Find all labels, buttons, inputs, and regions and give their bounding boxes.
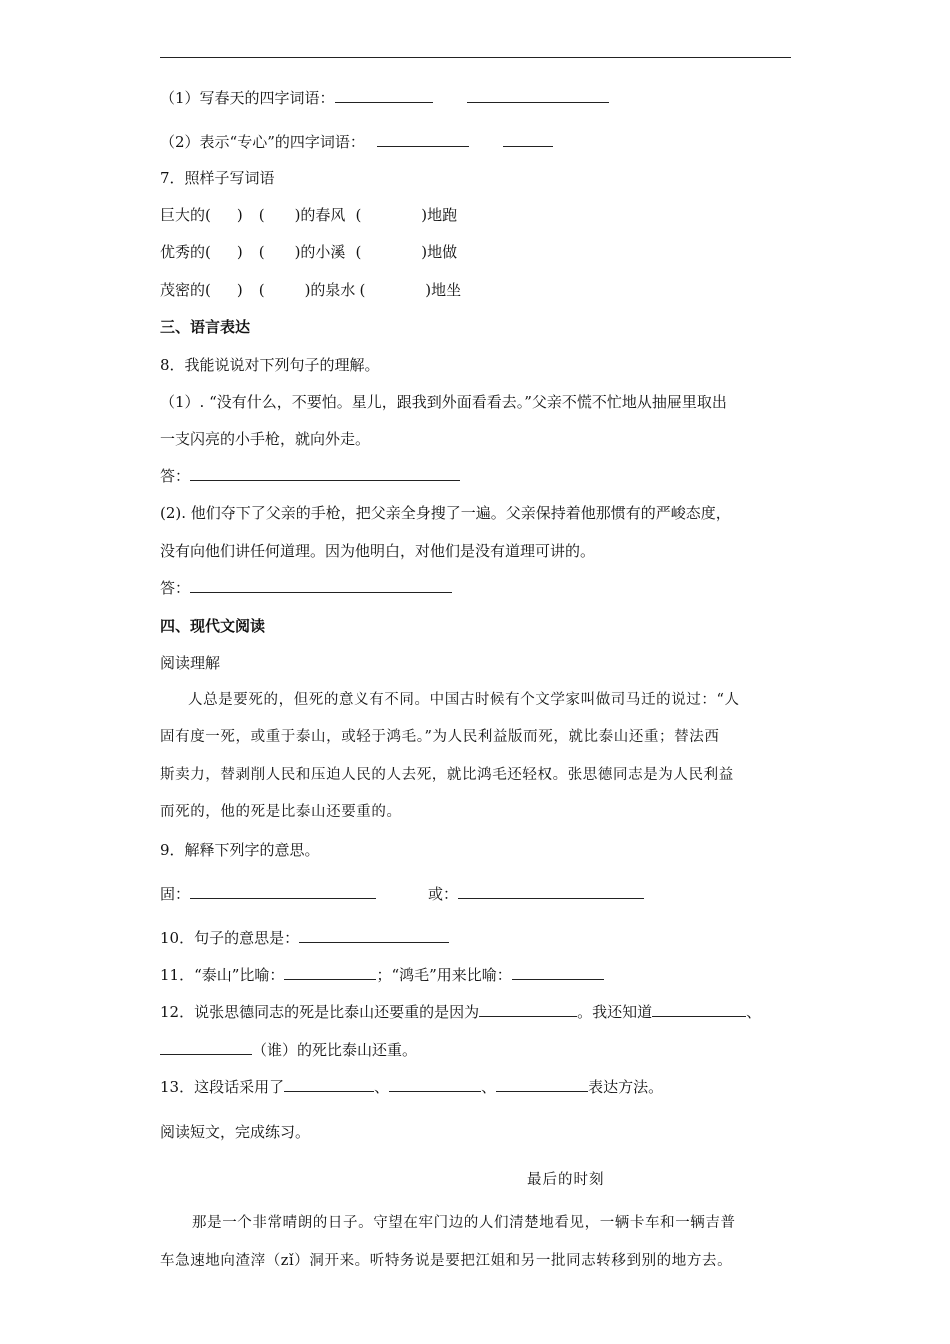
q6-sub1-text: （1）写春天的四字词语： [160, 89, 335, 107]
q8-p1-line1: （1）. “没有什么，不要怕。星儿，跟我到外面看看去。”父亲不慌不忙地从抽屉里取出 [160, 393, 727, 411]
reading2-title: 最后的时刻 [527, 1172, 605, 1188]
q7-row1-f: )地跑 [421, 206, 458, 224]
q11-a-blank[interactable] [284, 965, 376, 980]
q7-row1-c: ( [258, 206, 265, 224]
q8-answer2-blank[interactable] [190, 578, 452, 593]
reading2-label: 阅读短文，完成练习。 [160, 1123, 311, 1141]
q12-c-text: 、 [746, 1003, 762, 1021]
q8-title: 8．我能说说对下列句子的理解。 [160, 356, 380, 374]
q12-blank3[interactable] [160, 1040, 252, 1055]
q6-sub1-blank2[interactable] [467, 88, 609, 103]
q6-sub2 [160, 132, 553, 152]
answer-label: 答： [160, 579, 191, 597]
q7-row1 [160, 205, 457, 225]
q7-row3-f: )地坐 [425, 281, 462, 299]
q11-a-text: 11．“泰山”比喻： [160, 966, 285, 984]
q10 [160, 928, 449, 948]
reading1-line4: 而死的，他的死是比泰山还要重的。 [160, 804, 402, 820]
q12-d-text: （谁）的死比泰山还重。 [252, 1041, 418, 1059]
q11-b-text: ；“鸿毛”用来比喻： [376, 966, 512, 984]
q12-line2 [160, 1040, 417, 1060]
reading2-line2: 车急速地向渣滓（zǐ）洞开来。听特务说是要把江姐和另一批同志转移到别的地方去。 [160, 1253, 733, 1269]
q7-row1-e: ( [355, 206, 362, 224]
reading1-label: 阅读理解 [160, 654, 221, 672]
q7-row3 [160, 280, 461, 300]
q13-sep2: 、 [481, 1078, 497, 1096]
q13-blank3[interactable] [496, 1077, 588, 1092]
q7-row2-b: ) [236, 243, 243, 261]
q7-row1-a: 巨大的( [160, 206, 211, 224]
q7-row3-c: ( [258, 281, 265, 299]
q10-text: 10．句子的意思是： [160, 929, 300, 947]
q6-sub1-blank1[interactable] [335, 88, 433, 103]
q13-blank2[interactable] [389, 1077, 481, 1092]
q7-title: 7．照样子写词语 [160, 169, 275, 187]
q8-answer1 [160, 466, 460, 486]
q12-blank1[interactable] [479, 1002, 577, 1017]
section-4-heading: 四、现代文阅读 [160, 617, 266, 635]
q8-answer1-blank[interactable] [190, 466, 460, 481]
reading1-line3: 斯卖力，替剥削人民和压迫人民的人去死，就比鸿毛还轻权。张思德同志是为人民利益 [160, 767, 734, 783]
q7-row2-d: )的小溪 [294, 243, 346, 261]
q9-b-blank[interactable] [458, 884, 644, 899]
header-rule [160, 57, 791, 58]
reading1-line2: 固有度一死，或重于泰山，或轻于鸿毛。”为人民利益版而死，就比泰山还重；替法西 [160, 729, 720, 745]
q6-sub2-blank1[interactable] [377, 132, 469, 147]
q13-sep1: 、 [374, 1078, 390, 1096]
q11 [160, 965, 604, 985]
q11-b-blank[interactable] [512, 965, 604, 980]
q13-a-text: 13．这段话采用了 [160, 1078, 285, 1096]
q12-blank2[interactable] [652, 1002, 746, 1017]
section-3-heading: 三、语言表达 [160, 318, 251, 336]
q8-p1-line2: 一支闪亮的小手枪，就向外走。 [160, 430, 371, 448]
q12-a-text: 12．说张思德同志的死是比泰山还要重的是因为 [160, 1003, 480, 1021]
q6-sub2-text: （2）表示“专心”的四字词语： [160, 133, 365, 151]
q8-p2-line1: (2). 他们夺下了父亲的手枪，把父亲全身搜了一遍。父亲保持着他那惯有的严峻态度， [160, 504, 731, 522]
q13-b-text: 表达方法。 [588, 1078, 664, 1096]
q7-row2 [160, 242, 457, 262]
q12-line1 [160, 1002, 761, 1022]
q9-b-label: 或： [428, 885, 459, 903]
q7-row3-b: ) [236, 281, 243, 299]
q7-row2-a: 优秀的( [160, 243, 211, 261]
q6-sub1 [160, 88, 609, 108]
q7-row3-a: 茂密的( [160, 281, 211, 299]
q7-row1-d: )的春风 [294, 206, 346, 224]
reading1-line1: 人总是要死的，但死的意义有不同。中国古时候有个文学家叫做司马迁的说过：“人 [188, 692, 740, 708]
q9-title: 9．解释下列字的意思。 [160, 841, 320, 859]
answer-label: 答： [160, 467, 191, 485]
q7-row1-b: ) [236, 206, 243, 224]
q8-p2-line2: 没有向他们讲任何道理。因为他明白，对他们是没有道理可讲的。 [160, 542, 596, 560]
q10-blank[interactable] [299, 928, 449, 943]
q7-row2-c: ( [258, 243, 265, 261]
q7-row2-e: ( [355, 243, 362, 261]
q7-row3-d: )的泉水 [304, 281, 356, 299]
q9-a-label: 固： [160, 885, 191, 903]
q9-answers [160, 884, 644, 904]
q9-a-blank[interactable] [190, 884, 376, 899]
q13-blank1[interactable] [284, 1077, 374, 1092]
q8-answer2 [160, 578, 452, 598]
reading2-line1: 那是一个非常晴朗的日子。守望在牢门边的人们清楚地看见，一辆卡车和一辆吉普 [192, 1215, 736, 1231]
q7-row2-f: )地做 [421, 243, 458, 261]
q13 [160, 1077, 663, 1097]
q7-row3-e: ( [359, 281, 366, 299]
q12-b-text: 。我还知道 [577, 1003, 653, 1021]
q6-sub2-blank2[interactable] [503, 132, 553, 147]
